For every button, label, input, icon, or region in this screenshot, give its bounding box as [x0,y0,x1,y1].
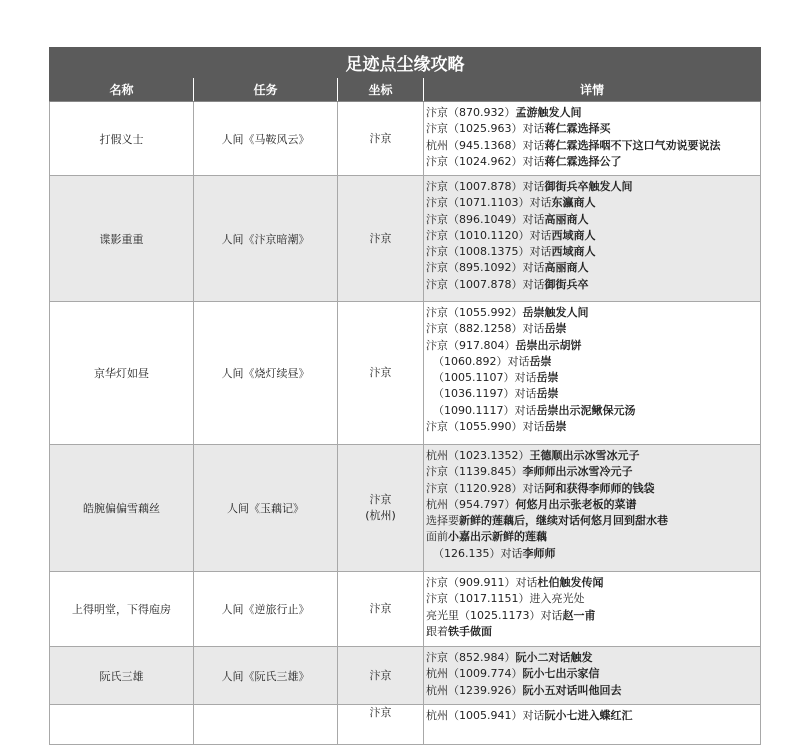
cell-details [424,302,761,445]
detail-line [426,650,760,666]
detail-text: 汴京（1120.928）对话 [426,481,545,495]
cell-coords [338,572,424,647]
cell-task: 人间《阮氏三雄》 [194,647,338,705]
table-row [50,102,761,176]
detail-highlight: 御街兵卒 [544,277,589,291]
cell-details [424,176,761,302]
cell-coords [338,705,424,745]
cell-details [424,572,761,647]
cell-name: 京华灯如昼 [50,302,194,445]
coord-label: 汴京 [369,366,392,379]
table-body [50,102,761,745]
detail-line [426,338,760,354]
detail-text: 汴京（1008.1375）对话 [426,245,552,259]
detail-highlight: 岳崇出示胡饼 [515,338,582,352]
table-row [50,572,761,647]
detail-text: 汴京（896.1049）对话 [426,212,545,226]
cell-coords [338,647,424,705]
detail-text: （1005.1107）对话 [433,371,537,385]
cell-details [424,102,761,176]
detail-highlight: 阮小二对话触发 [515,651,593,664]
header-row [50,78,761,102]
detail-text: 汴京（870.932） [426,106,516,119]
detail-text: （1090.1117）对话 [433,403,537,417]
detail-text: 杭州（1009.774） [426,667,523,681]
detail-highlight: 阮小七进入蝶红汇 [544,709,633,722]
cell-details [424,705,761,745]
detail-highlight: 岳崇出示泥鳅保元汤 [536,403,636,417]
detail-line [426,154,760,170]
detail-text: 杭州（1023.1352） [426,449,530,462]
detail-line [426,608,760,624]
cell-name: 打假义士 [50,102,194,176]
column-header-name: 名称 [50,78,194,102]
cell-coords [338,302,424,445]
detail-line [426,195,760,211]
detail-highlight: 岳崇 [536,387,559,401]
detail-text: 汴京（882.1258）对话 [426,322,545,336]
detail-line [426,708,760,724]
detail-text: 汴京（909.911）对话 [426,576,538,589]
detail-text: 跟着 [426,624,448,638]
table-row [50,445,761,572]
detail-text: 汴京（1007.878）对话 [426,277,545,291]
detail-highlight: 岳崇 [544,322,567,336]
guide-table [49,47,761,745]
detail-line [426,354,760,370]
detail-line [426,513,760,529]
table-row [50,705,761,745]
detail-highlight: 东瀛商人 [551,196,596,210]
detail-line [426,481,760,497]
detail-line [426,244,760,260]
coord-label: 汴京 [369,493,392,506]
cell-name: 上得明堂，下得庖房 [50,572,194,647]
detail-text: 汴京（1007.878）对话 [426,180,545,193]
detail-highlight: 孟游触发人间 [515,106,582,119]
detail-text: 汴京（1055.990）对话 [426,420,545,434]
cell-task: 人间《逆旅行止》 [194,572,338,647]
detail-line [426,105,760,121]
detail-line [426,260,760,276]
coord-label: 汴京 [369,668,392,682]
detail-text: （126.135）对话 [433,546,523,560]
column-header-details: 详情 [424,78,761,102]
detail-highlight: 西域商人 [551,228,596,242]
detail-highlight: 阮小五对话叫他回去 [522,683,622,697]
coord-label: 汴京 [369,602,392,615]
cell-details [424,445,761,572]
cell-name [50,705,194,745]
page-title: 足迹点尘缘攻略 [50,48,761,78]
table-row [50,647,761,705]
detail-line [426,403,760,419]
detail-text: 杭州（954.797） [426,497,516,511]
detail-line [426,321,760,337]
detail-text: 汴京（917.804） [426,338,516,352]
detail-line [426,529,760,545]
detail-line [426,591,760,607]
cell-name: 谍影重重 [50,176,194,302]
detail-highlight: 御街兵卒触发人间 [544,180,633,193]
cell-task: 人间《烧灯续昼》 [194,302,338,445]
cell-name: 皓腕偏偏雪藕丝 [50,445,194,572]
detail-line [426,212,760,228]
detail-line [426,386,760,402]
detail-highlight: 蒋仁霖选择咽不下这口气劝说要说法 [544,138,721,152]
detail-highlight: 铁手做面 [448,624,492,638]
detail-text: （1060.892）对话 [433,354,530,368]
column-header-task: 任务 [194,78,338,102]
detail-text: 汴京（1010.1120）对话 [426,228,552,242]
column-header-coords: 坐标 [338,78,424,102]
title-row [50,48,761,78]
detail-text: 汴京（895.1092）对话 [426,261,545,275]
table-row [50,302,761,445]
detail-line [426,575,760,591]
detail-highlight: 李师师出示冰雪冷元子 [522,465,633,479]
detail-highlight: 岳崇 [536,371,559,385]
detail-text: 汴京（1071.1103）对话 [426,196,552,210]
table-row [50,176,761,302]
detail-text: 汴京（852.984） [426,651,516,664]
guide-sheet [49,47,760,745]
coord-label: (杭州) [365,509,396,522]
detail-text: 汴京（1139.845） [426,465,523,479]
detail-highlight: 蒋仁霖选择公了 [544,154,622,168]
detail-text: 杭州（1239.926） [426,683,523,697]
detail-highlight: 赵一甫 [562,608,596,622]
detail-line [426,305,760,321]
cell-coords [338,176,424,302]
detail-highlight: 西域商人 [551,245,596,259]
detail-line [426,277,760,293]
detail-line [426,666,760,682]
detail-line [426,546,760,562]
detail-line [426,370,760,386]
detail-line [426,121,760,137]
detail-line [426,464,760,480]
cell-task: 人间《玉藕记》 [194,445,338,572]
detail-text: 汴京（1055.992） [426,306,523,319]
cell-coords [338,445,424,572]
detail-highlight: 王德顺出示冰雪冰元子 [529,449,640,462]
detail-text: 选择要 [426,514,459,528]
detail-line [426,683,760,699]
coord-label: 汴京 [369,231,392,245]
detail-highlight: 岳崇 [529,354,552,368]
cell-task [194,705,338,745]
detail-text: 面前 [426,530,448,544]
detail-text: 汴京（1017.1151）进入亮光处 [426,592,585,606]
cell-task: 人间《汴京暗潮》 [194,176,338,302]
detail-line [426,419,760,435]
detail-line [426,228,760,244]
detail-highlight: 新鲜的莲藕后，继续对话何悠月回到甜水巷 [459,514,668,528]
detail-highlight: 岳崇触发人间 [522,306,589,319]
detail-line [426,624,760,640]
cell-coords [338,102,424,176]
detail-highlight: 李师师 [522,546,556,560]
detail-line [426,138,760,154]
detail-highlight: 杜伯触发传闻 [537,576,604,589]
detail-highlight: 高丽商人 [544,212,589,226]
detail-highlight: 蒋仁霖选择买 [544,122,611,136]
coord-label: 汴京 [369,131,392,145]
detail-line [426,448,760,464]
detail-highlight: 高丽商人 [544,261,589,275]
detail-text: 汴京（1024.962）对话 [426,154,545,168]
detail-highlight: 岳崇 [544,420,567,434]
detail-text: （1036.1197）对话 [433,387,537,401]
detail-text: 杭州（1005.941）对话 [426,709,545,722]
detail-line [426,179,760,195]
detail-line [426,497,760,513]
detail-highlight: 阿和获得李师师的钱袋 [544,481,655,495]
cell-task: 人间《马鞍风云》 [194,102,338,176]
detail-highlight: 何悠月出示张老板的菜谱 [515,497,637,511]
detail-text: 亮光里（1025.1173）对话 [426,608,563,622]
cell-name: 阮氏三雄 [50,647,194,705]
cell-details [424,647,761,705]
coord-label: 汴京 [369,706,392,719]
detail-highlight: 小嘉出示新鲜的莲藕 [448,530,547,544]
detail-text: 汴京（1025.963）对话 [426,122,545,136]
detail-text: 杭州（945.1368）对话 [426,138,545,152]
detail-highlight: 阮小七出示家信 [522,667,600,681]
